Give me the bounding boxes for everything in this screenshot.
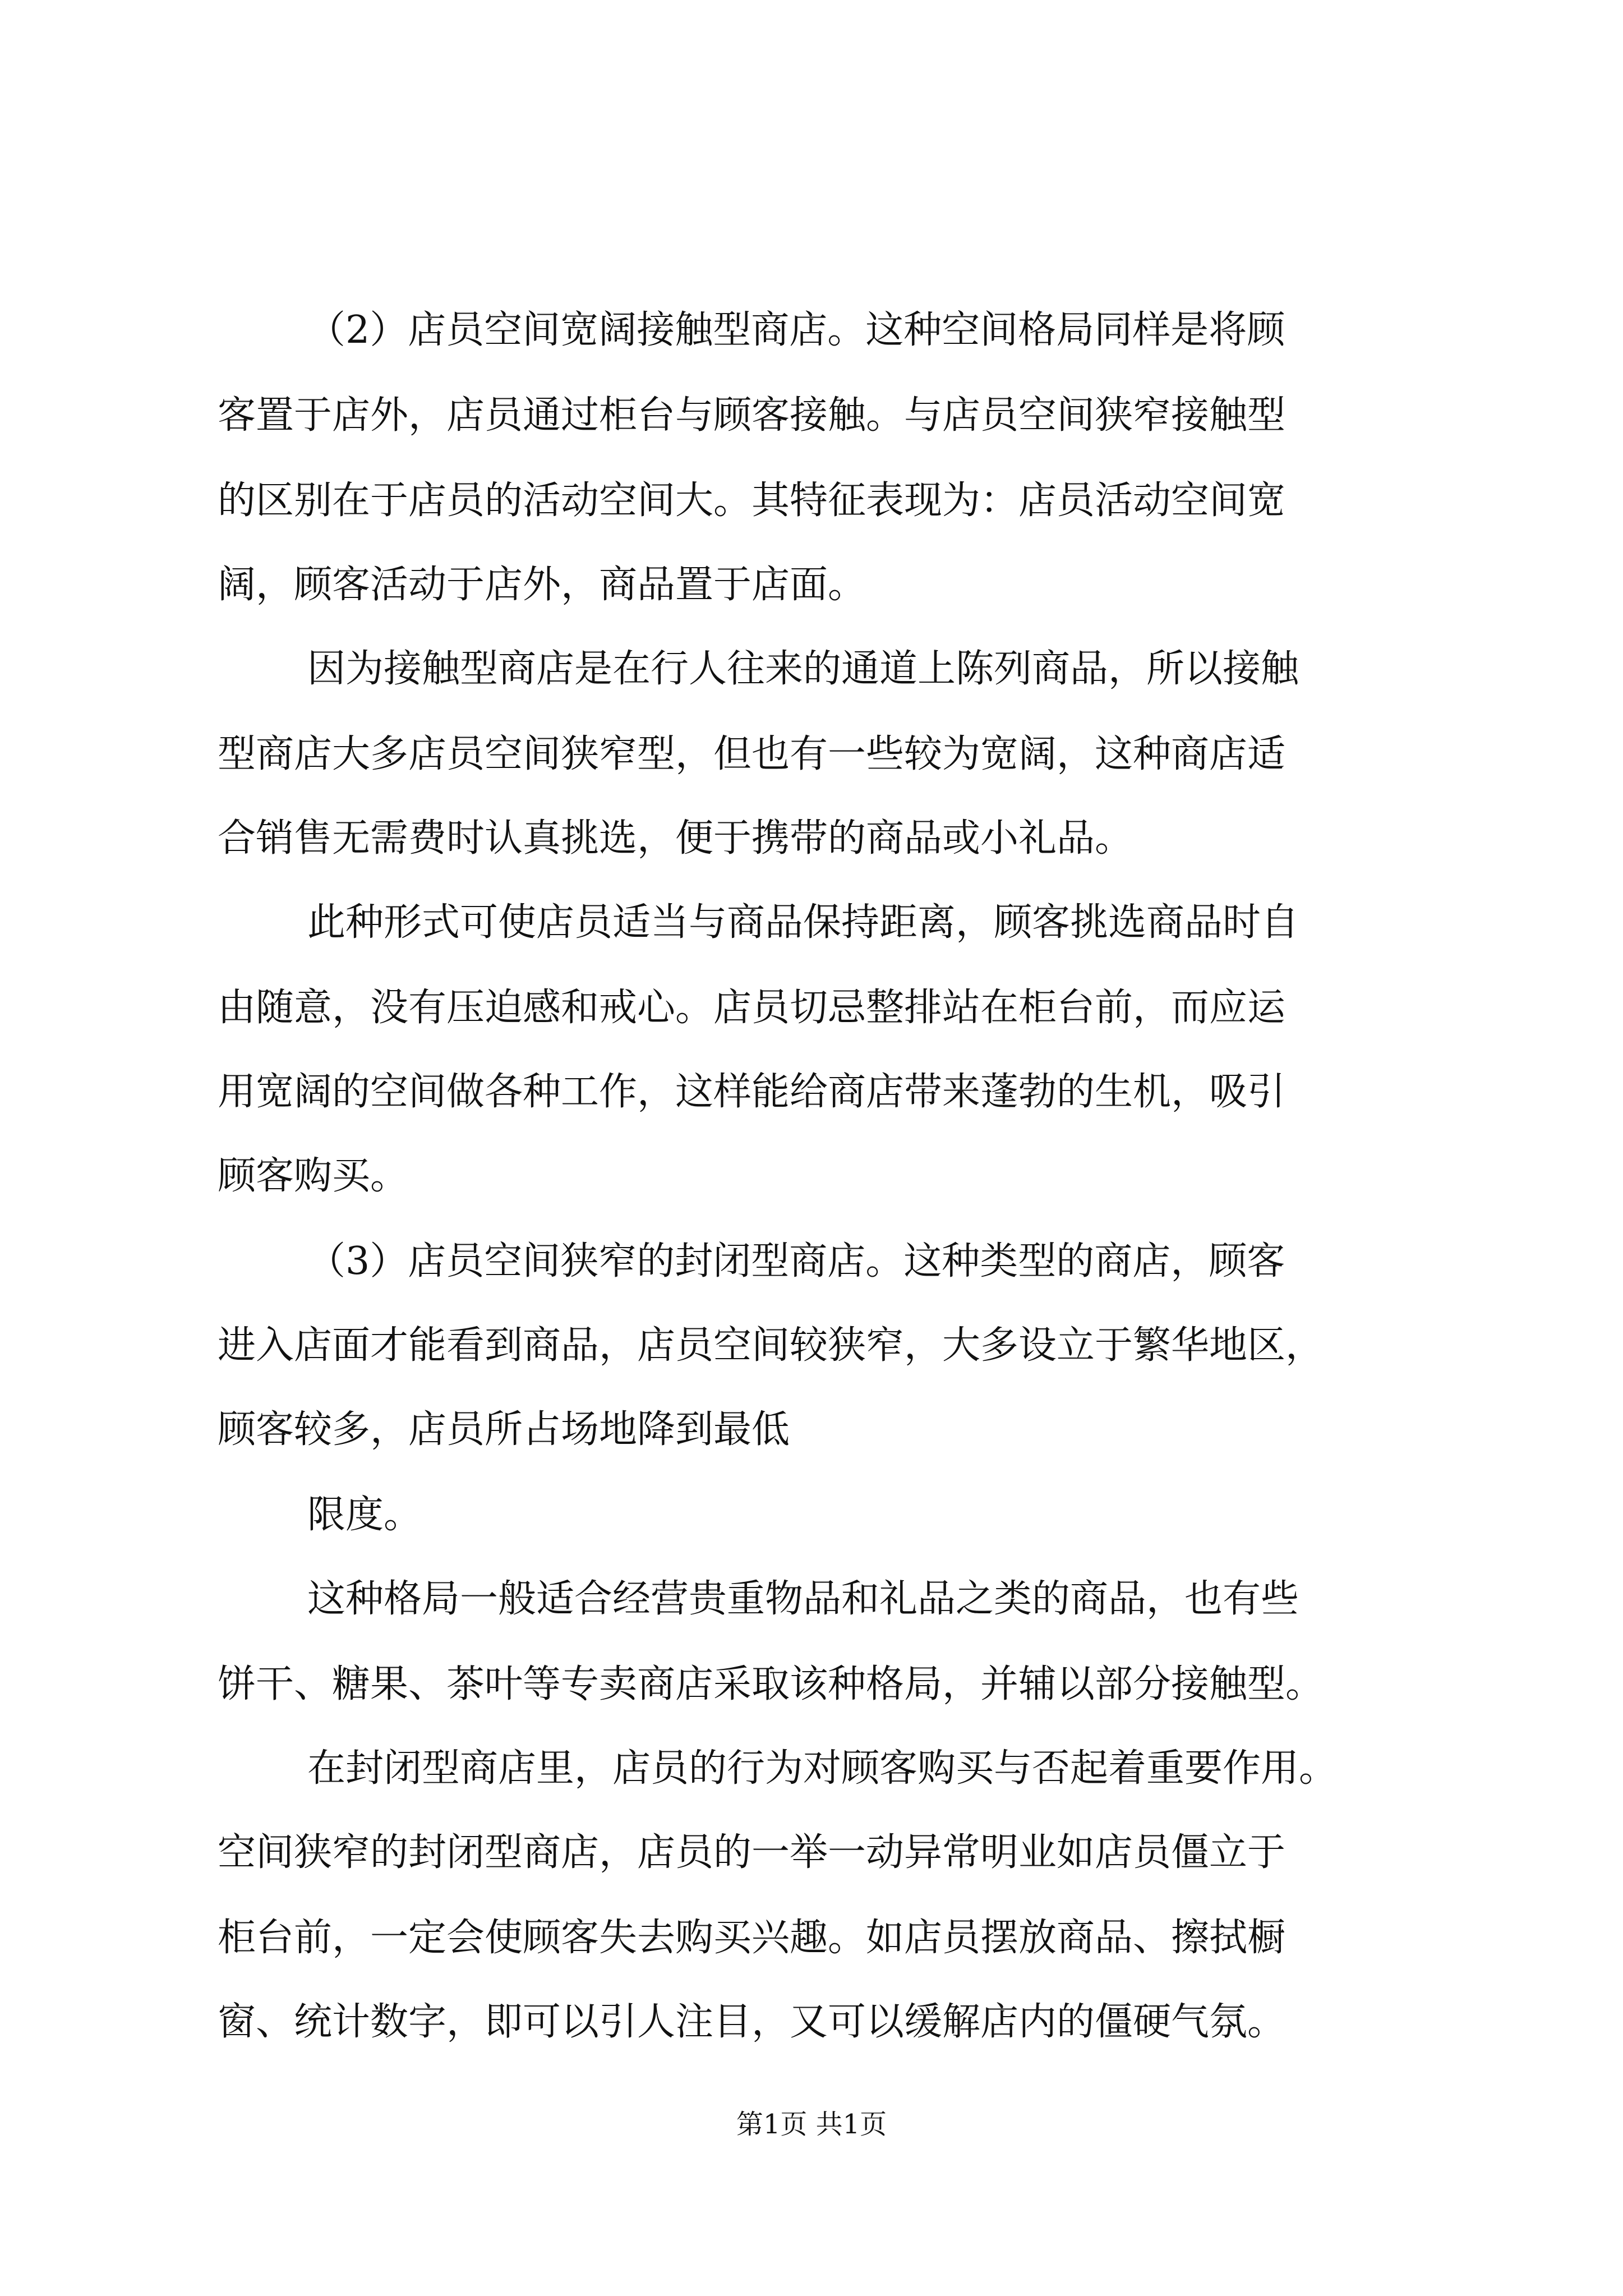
paragraph-line: 柜台前，一定会使顾客失去购买兴趣。如店员摆放商品、擦拭橱	[218, 1916, 1286, 1960]
paragraph-line: 用宽阔的空间做各种工作，这样能给商店带来蓬勃的生机，吸引	[218, 1070, 1286, 1114]
paragraph-line: 进入店面才能看到商品，店员空间较狭窄，大多设立于繁华地区，	[218, 1323, 1324, 1368]
paragraph-line: 的区别在于店员的活动空间大。其特征表现为：店员活动空间宽	[218, 478, 1286, 523]
paragraph-line: （3）店员空间狭窄的封闭型商店。这种类型的商店，顾客	[307, 1239, 1285, 1283]
paragraph-line: 限度。	[307, 1493, 422, 1537]
paragraph-line: 阔，顾客活动于店外，商品置于店面。	[218, 563, 866, 607]
paragraph-line: 窗、统计数字，即可以引人注目，又可以缓解店内的僵硬气氛。	[218, 2000, 1286, 2044]
paragraph-line: 由随意，没有压迫感和戒心。店员切忌整排站在柜台前，而应运	[218, 986, 1286, 1030]
paragraph-line: （2）店员空间宽阔接触型商店。这种空间格局同样是将顾	[307, 308, 1285, 352]
paragraph-line: 客置于店外，店员通过柜台与顾客接触。与店员空间狭窄接触型	[218, 393, 1286, 438]
paragraph-line: 顾客较多，店员所占场地降到最低	[218, 1407, 790, 1452]
paragraph-line: 饼干、糖果、茶叶等专卖商店采取该种格局，并辅以部分接触型。	[218, 1662, 1324, 1706]
page-number-footer: 第1页 共1页	[736, 2109, 887, 2140]
paragraph-line: 顾客购买。	[218, 1154, 409, 1198]
paragraph-line: 此种形式可使店员适当与商品保持距离，顾客挑选商品时自	[307, 900, 1299, 945]
paragraph-line: 型商店大多店员空间狭窄型，但也有一些较为宽阔，这种商店适	[218, 732, 1286, 776]
paragraph-line: 在封闭型商店里，店员的行为对顾客购买与否起着重要作用。	[307, 1746, 1338, 1791]
paragraph-line: 合销售无需费时认真挑选，便于携带的商品或小礼品。	[218, 816, 1133, 861]
paragraph-line: 空间狭窄的封闭型商店，店员的一举一动异常明业如店员僵立于	[218, 1830, 1286, 1875]
paragraph-line: 因为接触型商店是在行人往来的通道上陈列商品，所以接触	[307, 647, 1299, 691]
paragraph-line: 这种格局一般适合经营贵重物品和礼品之类的商品，也有些	[307, 1577, 1299, 1621]
